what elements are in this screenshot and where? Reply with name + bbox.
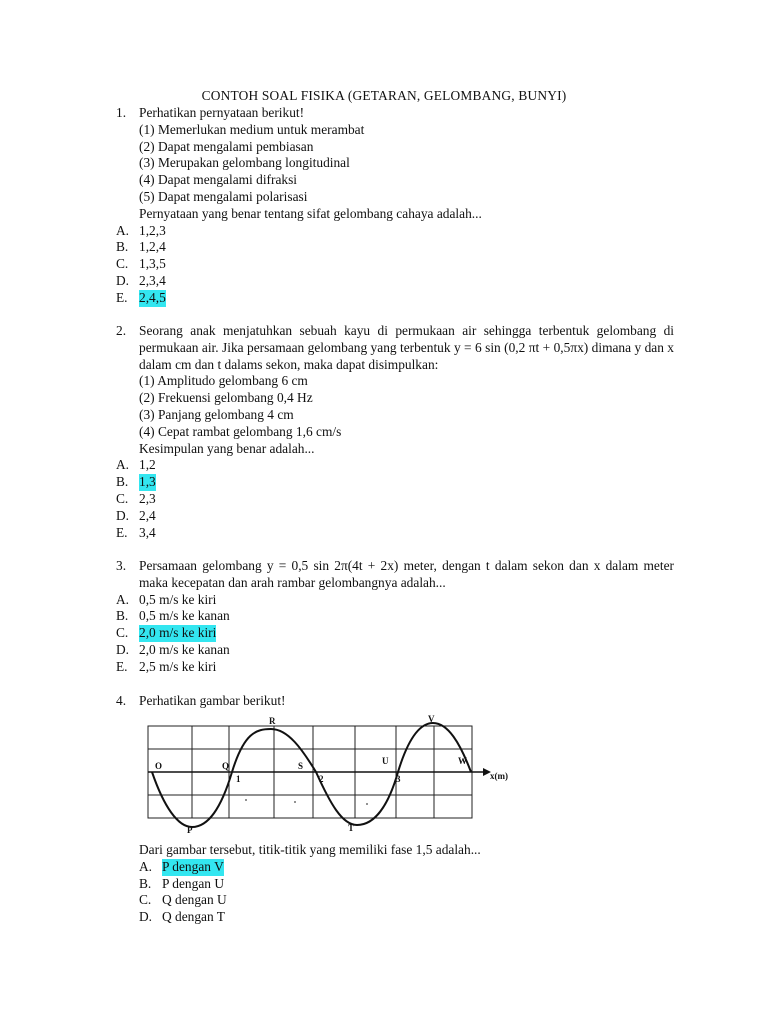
axis-label: x(m) bbox=[490, 771, 508, 781]
statement: (2) Frekuensi gelombang 0,4 Hz bbox=[139, 390, 313, 406]
wave-curve bbox=[152, 723, 471, 827]
wave-diagram bbox=[138, 713, 514, 843]
page-title: CONTOH SOAL FISIKA (GETARAN, GELOMBANG, BUNYI) bbox=[201, 88, 567, 103]
option-text: Q dengan T bbox=[162, 909, 225, 925]
question-4 bbox=[116, 693, 674, 710]
statement: (3) Merupakan gelombang longitudinal bbox=[139, 155, 350, 171]
point-label: U bbox=[382, 756, 389, 766]
question-prompt: Perhatikan gambar berikut! bbox=[139, 693, 286, 708]
answer-option: B. 1,2,4 bbox=[116, 239, 166, 255]
question-2 bbox=[116, 323, 674, 541]
answer-option: B. 1,3 bbox=[116, 474, 156, 490]
highlighted-answer: 2,0 m/s ke kiri bbox=[139, 625, 217, 641]
question-3 bbox=[116, 558, 674, 676]
question-prompt: Seorang anak menjatuhkan sebuah kayu di permukaan air sehingga terbentuk gelombang di permukaan air. Jika persamaan gelombang yang terbentuk y = 6 sin (0,2 πt + 0,5πx) dimana y dan x dalam cm dan t dalams sekon, maka dapat disimpulkan: bbox=[139, 323, 674, 372]
answer-option: D. Q dengan T bbox=[139, 909, 225, 925]
answer-option: A. 1,2,3 bbox=[116, 222, 166, 238]
tick-label: 3 bbox=[396, 774, 401, 784]
point-label: W bbox=[458, 756, 467, 766]
point-label: V bbox=[428, 714, 435, 724]
option-text: 2,4 bbox=[139, 507, 156, 523]
statement: (1) Amplitudo gelombang 6 cm bbox=[139, 373, 308, 389]
answer-option: C. 1,3,5 bbox=[116, 256, 166, 272]
point-label: R bbox=[269, 716, 276, 726]
question-number: 1. bbox=[116, 105, 127, 120]
answer-option: B. P dengan U bbox=[139, 875, 224, 891]
option-text: 2,5 m/s ke kiri bbox=[139, 658, 217, 674]
question-prompt: Persamaan gelombang y = 0,5 sin 2π(4t + 2x) meter, dengan t dalam sekon dan x dalam meter maka kecepatan dan arah rambar gelombangnya adalah... bbox=[139, 558, 674, 590]
question-4-continued bbox=[116, 842, 674, 926]
point-label: O bbox=[155, 761, 163, 771]
option-text: P dengan U bbox=[162, 875, 224, 891]
answer-option: A. 1,2 bbox=[116, 457, 156, 473]
answer-option: C. 2,0 m/s ke kiri bbox=[116, 625, 217, 641]
answer-option: D. 2,0 m/s ke kanan bbox=[116, 641, 230, 657]
option-text: 2,3,4 bbox=[139, 272, 166, 288]
option-text: 1,3,5 bbox=[139, 256, 166, 272]
option-text: 2,0 m/s ke kanan bbox=[139, 641, 230, 657]
answer-option: C. Q dengan U bbox=[139, 892, 227, 908]
scan-specks bbox=[245, 799, 368, 805]
option-text: 2,3 bbox=[139, 490, 156, 506]
question-number: 2. bbox=[116, 323, 127, 338]
point-label: P bbox=[187, 825, 193, 835]
answer-option: E. 2,5 m/s ke kiri bbox=[116, 658, 217, 674]
question-ask: Pernyataan yang benar tentang sifat gelombang cahaya adalah... bbox=[139, 205, 482, 221]
highlighted-answer: 2,4,5 bbox=[139, 289, 166, 305]
question-number: 3. bbox=[116, 558, 127, 573]
option-text: 0,5 m/s ke kiri bbox=[139, 591, 217, 607]
answer-option: A. P dengan V bbox=[139, 858, 224, 874]
answer-option: E. 2,4,5 bbox=[116, 289, 166, 305]
option-text: 3,4 bbox=[139, 524, 156, 540]
answer-option: B. 0,5 m/s ke kanan bbox=[116, 608, 230, 624]
point-label: S bbox=[298, 761, 304, 771]
option-text: 0,5 m/s ke kanan bbox=[139, 608, 230, 624]
highlighted-answer: 1,3 bbox=[139, 474, 156, 490]
point-label: T bbox=[348, 823, 355, 833]
option-text: 1,2,3 bbox=[139, 222, 166, 238]
statement: (4) Dapat mengalami difraksi bbox=[139, 172, 298, 188]
statement: (2) Dapat mengalami pembiasan bbox=[139, 138, 314, 154]
option-text: 1,2,4 bbox=[139, 239, 166, 255]
tick-label: 2 bbox=[319, 774, 324, 784]
statement: (1) Memerlukan medium untuk merambat bbox=[139, 121, 365, 137]
question-1 bbox=[116, 105, 674, 307]
statement: (5) Dapat mengalami polarisasi bbox=[139, 188, 308, 204]
question-prompt: Perhatikan pernyataan berikut! bbox=[139, 105, 305, 120]
answer-option: E. 3,4 bbox=[116, 524, 156, 540]
highlighted-answer: P dengan V bbox=[162, 858, 224, 874]
question-ask: Dari gambar tersebut, titik-titik yang memiliki fase 1,5 adalah... bbox=[139, 842, 481, 857]
question-number: 4. bbox=[116, 693, 127, 708]
wave-figure bbox=[138, 713, 514, 843]
answer-option: A. 0,5 m/s ke kiri bbox=[116, 591, 217, 607]
question-ask: Kesimpulan yang benar adalah... bbox=[139, 440, 315, 456]
point-label: Q bbox=[222, 761, 230, 771]
answer-option: D. 2,4 bbox=[116, 507, 156, 523]
option-text: 1,2 bbox=[139, 457, 156, 473]
statement: (4) Cepat rambat gelombang 1,6 cm/s bbox=[139, 423, 342, 439]
tick-label: 1 bbox=[236, 774, 241, 784]
answer-option: C. 2,3 bbox=[116, 490, 156, 506]
option-text: Q dengan U bbox=[162, 892, 227, 908]
statement: (3) Panjang gelombang 4 cm bbox=[139, 406, 294, 422]
answer-option: D. 2,3,4 bbox=[116, 272, 166, 288]
